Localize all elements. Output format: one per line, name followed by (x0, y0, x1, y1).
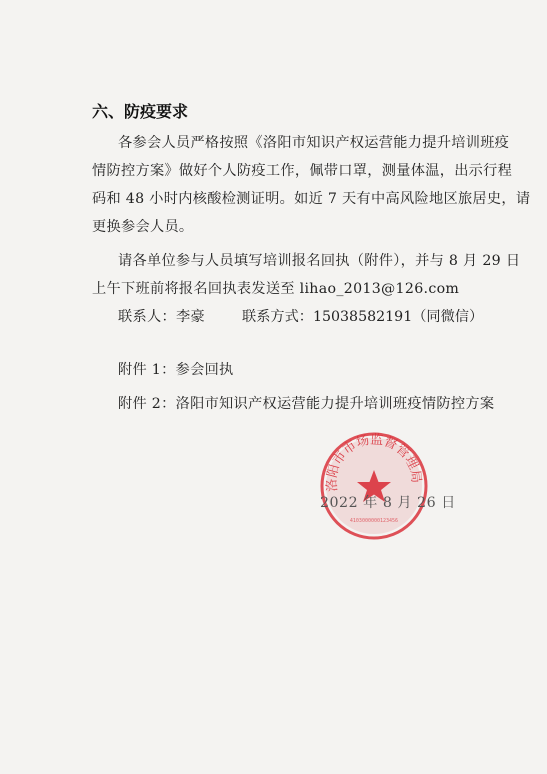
paragraph-line: 情防控方案》做好个人防疫工作，佩带口罩，测量体温，出示行程 (92, 163, 513, 179)
section-heading: 六、防疫要求 (92, 102, 189, 121)
paragraph-line: 码和 48 小时内核酸检测证明。如近 7 天有中高风险地区旅居史，请 (92, 191, 531, 207)
contact-person: 联系人：李豪 (118, 309, 205, 325)
contact-phone: 联系方式：15038582191（同微信） (242, 309, 484, 325)
paragraph-line: 更换参会人员。 (92, 219, 194, 235)
attachment-1: 附件 1：参会回执 (118, 362, 234, 378)
official-seal (318, 430, 430, 542)
attachment-2: 附件 2：洛阳市知识产权运营能力提升培训班疫情防控方案 (118, 396, 495, 412)
svg-text:4103000000123456: 4103000000123456 (349, 518, 399, 524)
paragraph-line: 各参会人员严格按照《洛阳市知识产权运营能力提升培训班疫 (118, 135, 510, 151)
paragraph-line: 上午下班前将报名回执表发送至 lihao_2013@126.com (92, 281, 460, 297)
signature-date: 2022 年 8 月 26 日 (320, 495, 456, 511)
paragraph-line: 请各单位参与人员填写培训报名回执（附件），并与 8 月 29 日 (118, 253, 521, 269)
seal-text: 洛阳市市场监督管理局 (324, 432, 424, 493)
